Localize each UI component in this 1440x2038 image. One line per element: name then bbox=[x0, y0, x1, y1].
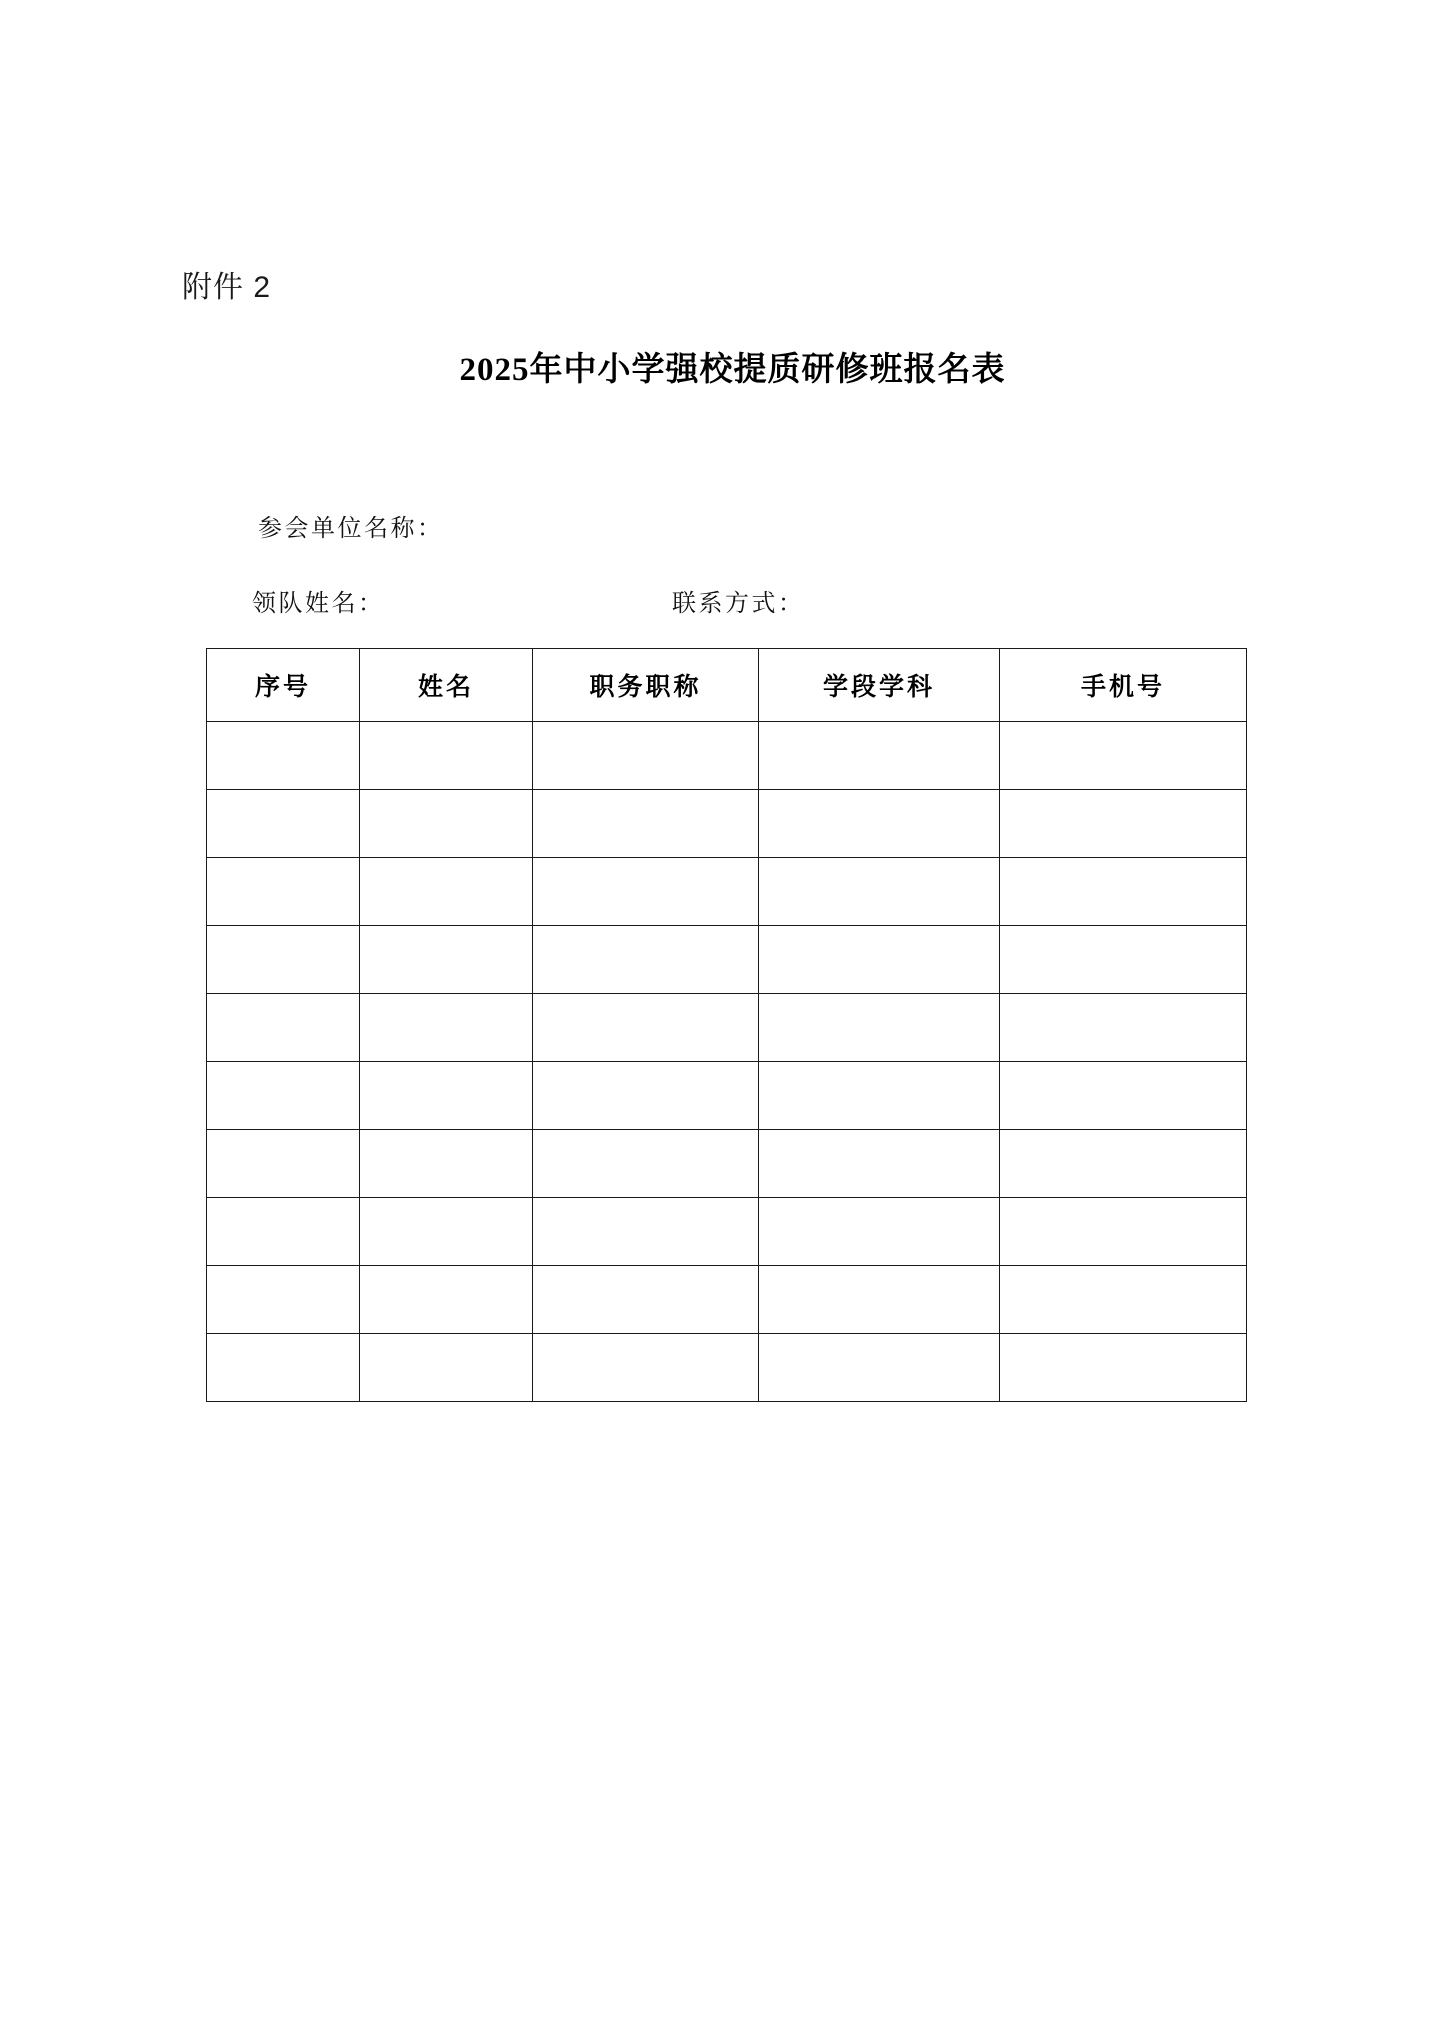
cell-position[interactable] bbox=[533, 1062, 759, 1130]
cell-seq[interactable] bbox=[207, 858, 360, 926]
cell-seq[interactable] bbox=[207, 1130, 360, 1198]
contact-field-label: 联系方式： bbox=[672, 591, 805, 617]
table-row bbox=[207, 926, 1247, 994]
table-row bbox=[207, 1130, 1247, 1198]
cell-subject[interactable] bbox=[759, 1062, 1000, 1130]
cell-name[interactable] bbox=[360, 1130, 533, 1198]
cell-phone[interactable] bbox=[1000, 1198, 1247, 1266]
cell-name[interactable] bbox=[360, 1334, 533, 1402]
cell-seq[interactable] bbox=[207, 1198, 360, 1266]
table-row bbox=[207, 994, 1247, 1062]
page-title-text: 2025年中小学强校提质研修班报名表 bbox=[459, 352, 1006, 388]
table-row bbox=[207, 1062, 1247, 1130]
column-header-name: 姓名 bbox=[360, 649, 533, 722]
cell-subject[interactable] bbox=[759, 1266, 1000, 1334]
cell-subject[interactable] bbox=[759, 1198, 1000, 1266]
cell-phone[interactable] bbox=[1000, 722, 1247, 790]
cell-seq[interactable] bbox=[207, 994, 360, 1062]
table-body bbox=[207, 722, 1247, 1402]
cell-seq[interactable] bbox=[207, 722, 360, 790]
table-row bbox=[207, 1266, 1247, 1334]
cell-phone[interactable] bbox=[1000, 926, 1247, 994]
cell-subject[interactable] bbox=[759, 722, 1000, 790]
attachment-label: 附件 2 bbox=[182, 271, 272, 304]
cell-phone[interactable] bbox=[1000, 1266, 1247, 1334]
column-header-position: 职务职称 bbox=[533, 649, 759, 722]
cell-subject[interactable] bbox=[759, 926, 1000, 994]
cell-position[interactable] bbox=[533, 926, 759, 994]
page-title bbox=[0, 343, 1440, 390]
cell-position[interactable] bbox=[533, 1334, 759, 1402]
cell-name[interactable] bbox=[360, 1062, 533, 1130]
cell-phone[interactable] bbox=[1000, 1062, 1247, 1130]
cell-subject[interactable] bbox=[759, 1130, 1000, 1198]
table-row bbox=[207, 1198, 1247, 1266]
cell-phone[interactable] bbox=[1000, 858, 1247, 926]
cell-position[interactable] bbox=[533, 1266, 759, 1334]
cell-position[interactable] bbox=[533, 1198, 759, 1266]
cell-position[interactable] bbox=[533, 858, 759, 926]
cell-name[interactable] bbox=[360, 858, 533, 926]
cell-position[interactable] bbox=[533, 722, 759, 790]
column-header-subject: 学段学科 bbox=[759, 649, 1000, 722]
unit-name-field-label: 参会单位名称： bbox=[258, 516, 444, 542]
cell-seq[interactable] bbox=[207, 790, 360, 858]
cell-subject[interactable] bbox=[759, 994, 1000, 1062]
cell-name[interactable] bbox=[360, 994, 533, 1062]
cell-subject[interactable] bbox=[759, 858, 1000, 926]
cell-position[interactable] bbox=[533, 994, 759, 1062]
cell-phone[interactable] bbox=[1000, 1334, 1247, 1402]
cell-seq[interactable] bbox=[207, 926, 360, 994]
table-row bbox=[207, 858, 1247, 926]
table-row bbox=[207, 722, 1247, 790]
cell-subject[interactable] bbox=[759, 1334, 1000, 1402]
cell-position[interactable] bbox=[533, 1130, 759, 1198]
cell-phone[interactable] bbox=[1000, 1130, 1247, 1198]
cell-phone[interactable] bbox=[1000, 994, 1247, 1062]
cell-seq[interactable] bbox=[207, 1062, 360, 1130]
column-header-seq: 序号 bbox=[207, 649, 360, 722]
cell-name[interactable] bbox=[360, 790, 533, 858]
registration-table bbox=[206, 648, 1247, 1402]
table-row bbox=[207, 790, 1247, 858]
cell-position[interactable] bbox=[533, 790, 759, 858]
column-header-phone: 手机号 bbox=[1000, 649, 1247, 722]
leader-name-field-label: 领队姓名： bbox=[252, 591, 385, 617]
cell-subject[interactable] bbox=[759, 790, 1000, 858]
cell-name[interactable] bbox=[360, 1266, 533, 1334]
cell-seq[interactable] bbox=[207, 1266, 360, 1334]
table-row bbox=[207, 1334, 1247, 1402]
cell-phone[interactable] bbox=[1000, 790, 1247, 858]
cell-name[interactable] bbox=[360, 1198, 533, 1266]
cell-seq[interactable] bbox=[207, 1334, 360, 1402]
cell-name[interactable] bbox=[360, 926, 533, 994]
cell-name[interactable] bbox=[360, 722, 533, 790]
table-header-row bbox=[207, 649, 1247, 722]
